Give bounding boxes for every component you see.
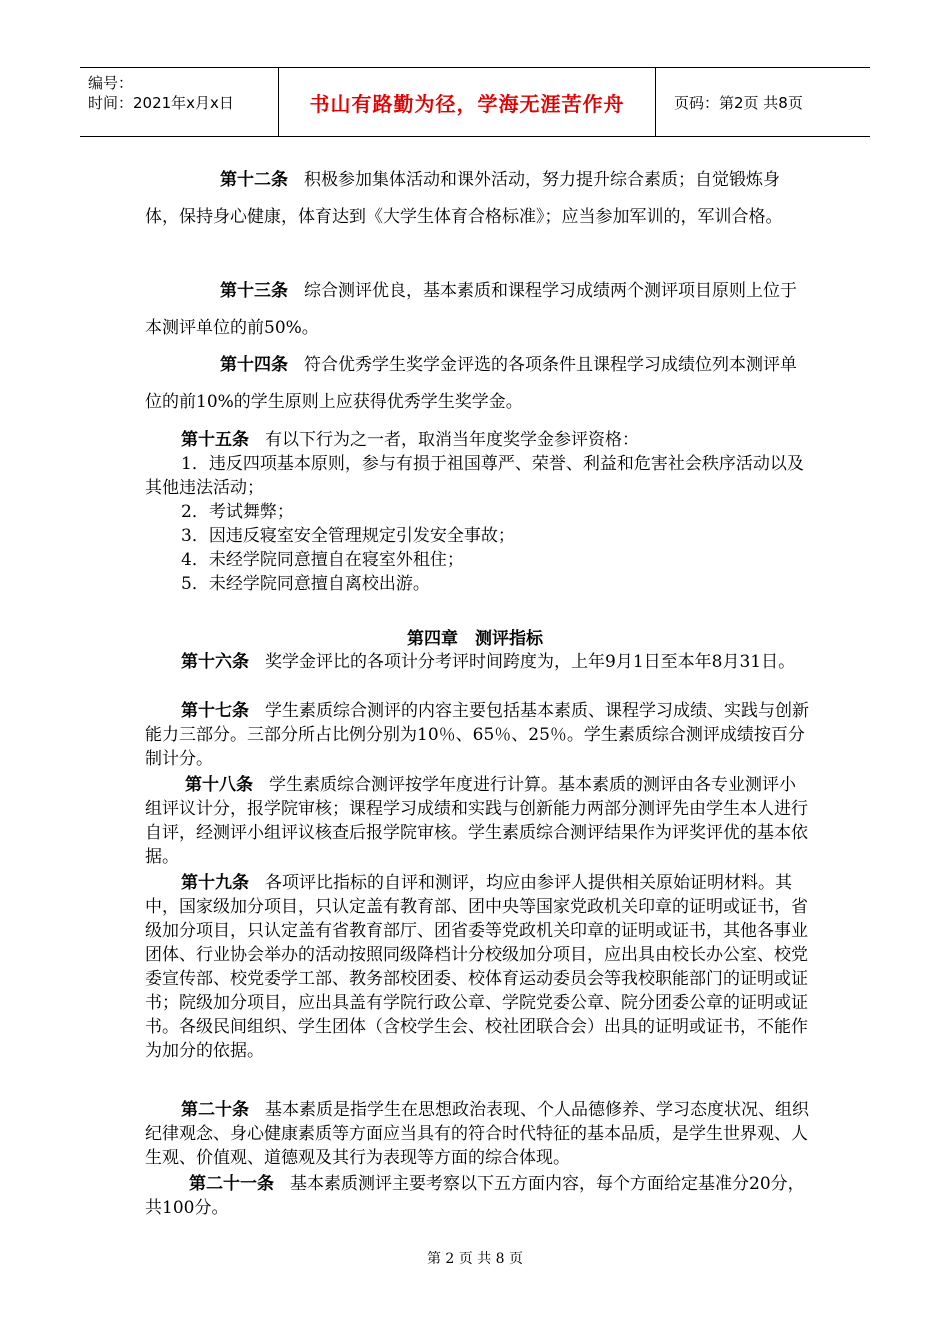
list-item: 4．未经学院同意擅自在寝室外租住； [181,550,464,570]
article-21-text: 基本素质测评主要考察以下五方面内容，每个方面给定基准分20分，共100分。 [145,1174,805,1218]
article-15-text: 有以下行为之一者，取消当年度奖学金参评资格： [265,430,639,450]
article-20-text: 基本素质是指学生在思想政治表现、个人品德修养、学习态度状况、组织纪律观念、身心健康素质等方面应当具有的符合时代特征的基本品质，是学生世界观、人生观、价值观、道德观及其行为表现等方面的综合体现。 [145,1100,809,1168]
list-item: 1．违反四项基本原则，参与有损于祖国尊严、荣誉、利益和危害社会秩序活动以及其他违法活动； [145,454,804,498]
list-item: 2．考试舞弊； [181,502,294,522]
date-label: 时间：2021年x月x日 [88,94,234,112]
article-13-title: 第十三条 [220,281,288,301]
article-19 [145,871,810,1063]
article-12 [145,162,810,236]
page-footer: 第 2 页 共 8 页 [426,1251,524,1267]
list-item: 3．因违反寝室安全管理规定引发安全事故； [181,526,515,546]
article-14-title: 第十四条 [220,355,288,375]
article-17-title: 第十七条 [181,701,249,721]
article-15-list [145,452,810,596]
article-19-title: 第十九条 [181,873,249,893]
article-20-title: 第二十条 [181,1100,249,1120]
article-12-text: 积极参加集体活动和课外活动，努力提升综合素质；自觉锻炼身体，保持身心健康，体育达到《大学生体育合格标准》；应当参加军训的，军训合格。 [145,170,783,227]
article-16 [145,650,810,674]
article-13-text: 综合测评优良，基本素质和课程学习成绩两个测评项目原则上位于本测评单位的前50%。 [145,281,797,338]
list-item: 5．未经学院同意擅自离校出游。 [181,574,430,594]
motto: 书山有路勤为径，学海无涯苦作舟 [279,68,656,136]
article-18-title: 第十八条 [185,775,253,795]
article-16-text: 奖学金评比的各项计分考评时间跨度为，上年9月1日至本年8月31日。 [265,652,796,672]
article-15-title: 第十五条 [181,430,249,450]
article-17-text: 学生素质综合测评的内容主要包括基本素质、课程学习成绩、实践与创新能力三部分。三部分所占比例分别为10％、65％、25％。学生素质综合测评成绩按百分制计分。 [145,701,809,769]
article-21 [145,1172,810,1220]
article-18-text: 学生素质综合测评按学年度进行计算。基本素质的测评由各专业测评小组评议计分，报学院审核；课程学习成绩和实践与创新能力两部分测评先由学生本人进行自评，经测评小组评议核查后报学院审核。学生素质综合测评结果作为评奖评优的基本依据。 [145,775,808,867]
chapter-heading: 第四章 测评指标 [407,629,543,649]
article-18 [145,773,810,869]
article-15 [145,428,810,452]
article-13 [145,273,810,347]
header-table [80,67,870,137]
page-label [666,68,870,136]
article-12-title: 第十二条 [220,170,288,190]
article-21-title: 第二十一条 [189,1174,274,1194]
article-16-title: 第十六条 [181,652,249,672]
article-14 [145,347,810,421]
article-19-text: 各项评比指标的自评和测评，均应由参评人提供相关原始证明材料。其中，国家级加分项目，只认定盖有教育部、团中央等国家党政机关印章的证明或证书，省级加分项目，只认定盖有省教育部厅、团省委等党政机关印章的证明或证书，其他各事业团体、行业协会举办的活动按照同级降档计分校级加分项目，应出具由校长办公室、校党委宣传部、校党委学工部、教务部校团委、校体育运动委员会等我校职能部门的证明或证书；院级加分项目，应出具盖有学院行政公章、学院党委公章、院分团委公章的证明或证书。各级民间组织、学生团体（含校学生会、校社团联合会）出具的证明或证书，不能作为加分的依据。 [145,873,808,1061]
number-label: 编号： [88,74,134,92]
article-20 [145,1098,810,1170]
article-17 [145,699,810,771]
header-meta-cell [80,68,279,136]
page-label-text: 页码：第2页 共8页 [674,93,803,112]
article-14-text: 符合优秀学生奖学金评选的各项条件且课程学习成绩位列本测评单位的前10%的学生原则上应获得优秀学生奖学金。 [145,355,797,412]
